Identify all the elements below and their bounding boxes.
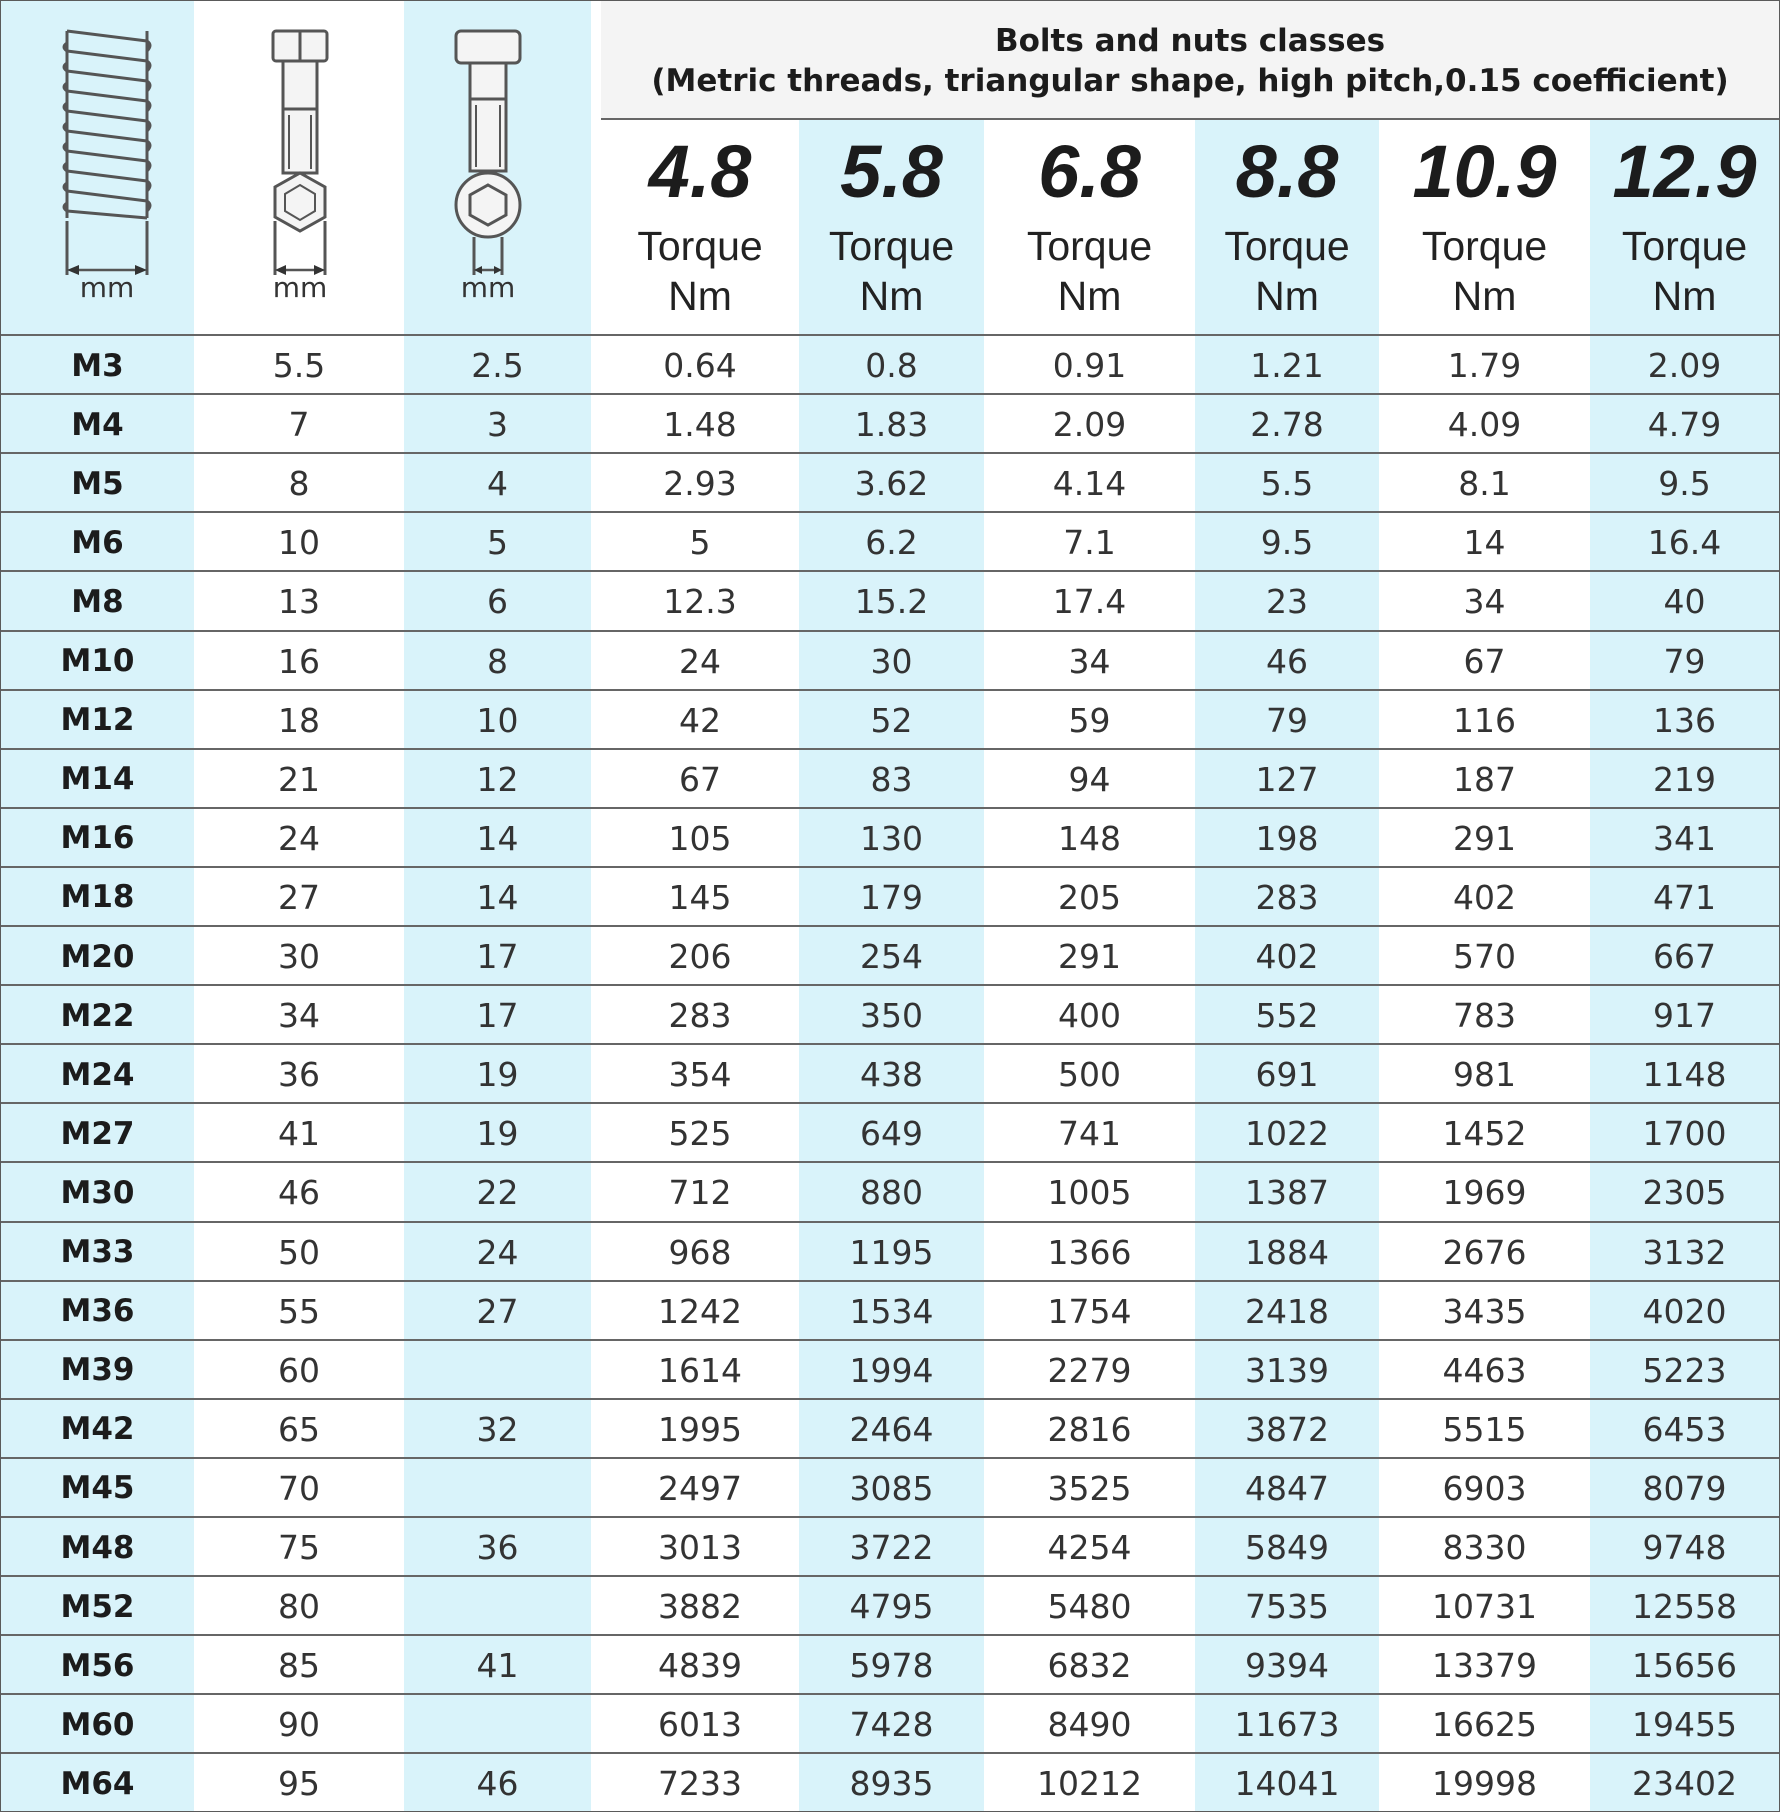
cell-torque-6-8: 291 [1058, 937, 1121, 977]
title-rule [601, 118, 1779, 120]
cell-hex-key: 55 [278, 1291, 320, 1331]
cell-size: M24 [60, 1056, 135, 1093]
cell-torque-5-8: 0.8 [865, 346, 918, 386]
cell-size: M16 [60, 820, 135, 857]
row-rule [1, 807, 1779, 809]
cell-torque-12-9: 79 [1663, 641, 1706, 681]
cell-torque-10-9: 402 [1453, 877, 1516, 917]
cell-torque-5-8: 7428 [849, 1705, 934, 1745]
unit-label-10-9: Nm [1452, 273, 1517, 319]
cell-hex-key: 10 [278, 523, 320, 563]
cell-torque-10-9: 67 [1463, 641, 1506, 681]
cell-size: M33 [60, 1234, 135, 1271]
cell-torque-8-8: 5849 [1245, 1528, 1329, 1568]
cell-socket-key: 27 [476, 1291, 519, 1331]
cell-torque-6-8: 2816 [1047, 1409, 1132, 1449]
cell-hex-key: 30 [278, 937, 320, 977]
cell-torque-4-8: 12.3 [663, 582, 737, 622]
cell-torque-8-8: 1387 [1245, 1173, 1329, 1213]
cell-torque-4-8: 145 [668, 877, 732, 917]
cell-torque-10-9: 19998 [1432, 1764, 1537, 1804]
cell-torque-4-8: 7233 [658, 1764, 742, 1804]
cell-socket-key: 41 [476, 1646, 519, 1686]
cell-torque-12-9: 917 [1653, 996, 1716, 1036]
cell-torque-12-9: 6453 [1642, 1409, 1727, 1449]
cell-torque-10-9: 291 [1453, 818, 1516, 858]
cell-torque-5-8: 438 [860, 1055, 923, 1095]
cell-size: M12 [60, 702, 135, 739]
cell-hex-key: 65 [278, 1409, 320, 1449]
cell-size: M5 [71, 465, 124, 502]
cell-torque-5-8: 880 [860, 1173, 923, 1213]
cell-size: M4 [71, 406, 124, 443]
cell-torque-10-9: 1452 [1442, 1114, 1527, 1154]
cell-hex-key: 21 [278, 759, 320, 799]
cell-socket-key: 19 [476, 1114, 519, 1154]
cell-torque-8-8: 4847 [1245, 1468, 1329, 1508]
cell-hex-key: 16 [278, 641, 320, 681]
row-rule [1, 1693, 1779, 1695]
cell-torque-4-8: 525 [668, 1114, 732, 1154]
cell-size: M42 [60, 1411, 135, 1448]
cell-torque-10-9: 8.1 [1458, 464, 1511, 504]
cell-socket-key [404, 1696, 591, 1753]
cell-socket-key: 4 [487, 464, 508, 504]
cell-torque-5-8: 179 [860, 877, 923, 917]
cell-socket-key: 24 [476, 1232, 519, 1272]
cell-torque-6-8: 2279 [1047, 1350, 1132, 1390]
cell-torque-10-9: 570 [1453, 937, 1516, 977]
cell-torque-6-8: 205 [1058, 877, 1121, 917]
row-rule [1, 1457, 1779, 1459]
hex-head-bolt-icon [265, 23, 335, 283]
cell-socket-key [404, 1460, 591, 1517]
cell-torque-8-8: 1884 [1245, 1232, 1329, 1272]
cell-socket-key: 14 [476, 877, 519, 917]
torque-label-8-8: Torque [1224, 223, 1350, 269]
cell-torque-4-8: 354 [668, 1055, 732, 1095]
grade-8-8: 8.8 [1235, 130, 1339, 213]
cell-torque-12-9: 40 [1663, 582, 1706, 622]
unit-label-6-8: Nm [1057, 273, 1122, 319]
cell-torque-12-9: 2305 [1642, 1173, 1727, 1213]
table-title: Bolts and nuts classes [994, 23, 1386, 59]
cell-hex-key: 8 [288, 464, 310, 504]
cell-torque-4-8: 206 [668, 937, 732, 977]
cell-torque-5-8: 3722 [849, 1528, 934, 1568]
row-rule [1, 1043, 1779, 1045]
cell-size: M3 [71, 347, 124, 384]
cell-torque-12-9: 3132 [1642, 1232, 1727, 1272]
cell-hex-key: 90 [278, 1705, 320, 1745]
cell-torque-8-8: 2418 [1245, 1291, 1329, 1331]
cell-torque-8-8: 2.78 [1250, 405, 1324, 445]
cell-hex-key: 36 [278, 1055, 320, 1095]
cell-size: M22 [60, 997, 135, 1034]
unit-label-8-8: Nm [1255, 273, 1319, 319]
cell-socket-key: 2.5 [471, 346, 524, 386]
cell-hex-key: 34 [278, 996, 320, 1036]
cell-torque-10-9: 16625 [1432, 1705, 1537, 1745]
cell-hex-key: 70 [278, 1468, 320, 1508]
cell-torque-5-8: 1534 [849, 1291, 934, 1331]
cell-torque-4-8: 1242 [658, 1291, 742, 1331]
cell-torque-6-8: 7.1 [1063, 523, 1116, 563]
cell-torque-4-8: 3013 [658, 1528, 742, 1568]
cell-torque-8-8: 198 [1255, 818, 1319, 858]
torque-label-5-8: Torque [828, 223, 955, 269]
row-rule [1, 1161, 1779, 1163]
cell-socket-key: 32 [476, 1409, 519, 1449]
cell-hex-key: 50 [278, 1232, 320, 1272]
cell-torque-8-8: 552 [1255, 996, 1319, 1036]
cell-torque-6-8: 0.91 [1052, 346, 1127, 386]
cell-torque-4-8: 712 [668, 1173, 732, 1213]
cell-torque-10-9: 13379 [1432, 1646, 1537, 1686]
cell-torque-10-9: 4463 [1442, 1350, 1527, 1390]
cell-socket-key: 5 [487, 523, 508, 563]
cell-torque-8-8: 14041 [1234, 1764, 1340, 1804]
cell-hex-key: 24 [278, 818, 320, 858]
row-rule [1, 1102, 1779, 1104]
cell-torque-4-8: 1.48 [663, 405, 737, 445]
cell-hex-key: 80 [278, 1587, 320, 1627]
cell-torque-8-8: 79 [1266, 700, 1308, 740]
cell-torque-6-8: 4254 [1047, 1528, 1132, 1568]
cell-torque-10-9: 116 [1453, 700, 1516, 740]
row-rule [1, 1634, 1779, 1636]
cell-socket-key: 12 [476, 759, 519, 799]
cell-torque-4-8: 6013 [658, 1705, 742, 1745]
cell-torque-10-9: 6903 [1442, 1468, 1527, 1508]
cell-torque-6-8: 6832 [1047, 1646, 1132, 1686]
row-rule [1, 1398, 1779, 1400]
cell-socket-key: 10 [476, 700, 519, 740]
cell-torque-8-8: 7535 [1245, 1587, 1329, 1627]
cell-torque-5-8: 3.62 [854, 464, 929, 504]
cell-socket-key: 17 [476, 937, 519, 977]
cell-hex-key: 85 [278, 1646, 320, 1686]
cell-size: M48 [60, 1529, 135, 1566]
hex-mm-label: mm [272, 271, 328, 304]
cell-size: M6 [71, 524, 124, 561]
cell-torque-4-8: 2497 [658, 1468, 742, 1508]
cell-torque-6-8: 741 [1058, 1114, 1121, 1154]
cell-torque-8-8: 11673 [1234, 1705, 1340, 1745]
cell-torque-12-9: 5223 [1642, 1350, 1727, 1390]
header-rule [1, 334, 1779, 336]
row-rule [1, 866, 1779, 868]
cell-hex-key: 75 [278, 1528, 320, 1568]
cell-torque-5-8: 2464 [849, 1409, 934, 1449]
cell-hex-key: 18 [278, 700, 320, 740]
cell-torque-5-8: 30 [870, 641, 913, 681]
cell-torque-12-9: 23402 [1632, 1764, 1737, 1804]
cell-torque-5-8: 6.2 [865, 523, 918, 563]
socket-head-bolt-icon [450, 23, 526, 283]
cell-torque-6-8: 400 [1058, 996, 1121, 1036]
cell-torque-6-8: 500 [1058, 1055, 1121, 1095]
cell-torque-5-8: 3085 [849, 1468, 934, 1508]
cell-size: M60 [60, 1706, 135, 1743]
cell-torque-10-9: 34 [1463, 582, 1506, 622]
unit-label-5-8: Nm [859, 273, 924, 319]
cell-torque-12-9: 1700 [1642, 1114, 1727, 1154]
thread-diameter-icon [57, 23, 157, 283]
cell-size: M39 [60, 1352, 135, 1389]
cell-torque-10-9: 2676 [1442, 1232, 1527, 1272]
cell-torque-6-8: 1005 [1047, 1173, 1132, 1213]
cell-socket-key: 6 [487, 582, 508, 622]
cell-socket-key: 14 [476, 818, 519, 858]
cell-torque-5-8: 254 [860, 937, 923, 977]
cell-torque-5-8: 4795 [849, 1587, 934, 1627]
cell-torque-10-9: 10731 [1432, 1587, 1537, 1627]
cell-torque-5-8: 130 [860, 818, 923, 858]
cell-torque-5-8: 15.2 [854, 582, 929, 622]
cell-torque-12-9: 9.5 [1658, 464, 1711, 504]
torque-label-12-9: Torque [1621, 223, 1748, 269]
cell-torque-5-8: 1994 [849, 1350, 934, 1390]
row-rule [1, 452, 1779, 454]
cell-hex-key: 60 [278, 1350, 320, 1390]
cell-hex-key: 5.5 [272, 346, 326, 386]
cell-torque-6-8: 59 [1068, 700, 1111, 740]
cell-torque-8-8: 127 [1255, 759, 1319, 799]
cell-torque-10-9: 14 [1463, 523, 1506, 563]
cell-torque-10-9: 1969 [1442, 1173, 1527, 1213]
row-rule [1, 511, 1779, 513]
cell-torque-8-8: 3139 [1245, 1350, 1329, 1390]
cell-torque-6-8: 3525 [1047, 1468, 1132, 1508]
cell-torque-8-8: 3872 [1245, 1409, 1329, 1449]
title-band [601, 1, 1779, 119]
cell-torque-5-8: 1.83 [854, 405, 929, 445]
cell-torque-8-8: 402 [1255, 937, 1319, 977]
unit-label-12-9: Nm [1652, 273, 1717, 319]
cell-torque-6-8: 34 [1068, 641, 1111, 681]
cell-torque-5-8: 52 [870, 700, 913, 740]
cell-torque-12-9: 219 [1653, 759, 1716, 799]
cell-torque-4-8: 2.93 [663, 464, 737, 504]
torque-label-10-9: Torque [1421, 223, 1548, 269]
grade-10-9: 10.9 [1412, 130, 1557, 213]
cell-torque-6-8: 10212 [1037, 1764, 1142, 1804]
grade-12-9: 12.9 [1612, 130, 1757, 213]
cell-torque-12-9: 15656 [1632, 1646, 1737, 1686]
cell-hex-key: 41 [278, 1114, 320, 1154]
cell-size: M8 [71, 583, 124, 620]
cell-torque-8-8: 5.5 [1260, 464, 1314, 504]
cell-torque-6-8: 148 [1058, 818, 1121, 858]
cell-torque-12-9: 1148 [1642, 1055, 1727, 1095]
torque-label-6-8: Torque [1026, 223, 1153, 269]
row-rule [1, 1516, 1779, 1518]
cell-torque-12-9: 4020 [1642, 1291, 1727, 1331]
cell-torque-4-8: 5 [689, 523, 711, 563]
cell-hex-key: 46 [278, 1173, 320, 1213]
cell-torque-4-8: 3882 [658, 1587, 742, 1627]
cell-socket-key: 36 [476, 1528, 519, 1568]
cell-torque-8-8: 46 [1266, 641, 1308, 681]
cell-torque-12-9: 341 [1653, 818, 1716, 858]
cell-torque-12-9: 4.79 [1647, 405, 1722, 445]
row-rule [1, 1339, 1779, 1341]
cell-socket-key [404, 1578, 591, 1635]
row-rule [1, 570, 1779, 572]
cell-torque-6-8: 8490 [1047, 1705, 1132, 1745]
cell-torque-12-9: 667 [1653, 937, 1716, 977]
cell-torque-4-8: 105 [668, 818, 732, 858]
grade-5-8: 5.8 [840, 130, 943, 213]
cell-socket-key: 46 [476, 1764, 519, 1804]
cell-torque-12-9: 19455 [1632, 1705, 1737, 1745]
cell-torque-6-8: 1366 [1047, 1232, 1132, 1272]
cell-size: M27 [60, 1115, 135, 1152]
cell-torque-8-8: 1.21 [1250, 346, 1324, 386]
cell-torque-4-8: 4839 [658, 1646, 742, 1686]
cell-socket-key: 17 [476, 996, 519, 1036]
cell-torque-8-8: 691 [1255, 1055, 1319, 1095]
row-rule [1, 1575, 1779, 1577]
cell-size: M30 [60, 1174, 135, 1211]
cell-torque-10-9: 187 [1453, 759, 1516, 799]
cell-torque-4-8: 968 [668, 1232, 732, 1272]
cell-torque-10-9: 4.09 [1447, 405, 1522, 445]
cell-torque-12-9: 8079 [1642, 1468, 1727, 1508]
cell-torque-5-8: 8935 [849, 1764, 934, 1804]
cell-size: M18 [60, 879, 135, 916]
cell-torque-12-9: 12558 [1632, 1587, 1737, 1627]
cell-socket-key: 19 [476, 1055, 519, 1095]
cell-size: M64 [60, 1765, 135, 1802]
cell-size: M20 [60, 938, 135, 975]
row-rule [1, 925, 1779, 927]
cell-torque-12-9: 471 [1653, 877, 1716, 917]
cell-torque-8-8: 9.5 [1260, 523, 1314, 563]
cell-torque-5-8: 83 [870, 759, 913, 799]
cell-torque-4-8: 42 [679, 700, 721, 740]
cell-torque-10-9: 8330 [1442, 1528, 1527, 1568]
cell-torque-10-9: 783 [1453, 996, 1516, 1036]
row-rule [1, 748, 1779, 750]
torque-label-4-8: Torque [637, 223, 763, 269]
cell-torque-4-8: 67 [679, 759, 721, 799]
cell-torque-10-9: 981 [1453, 1055, 1516, 1095]
cell-size: M10 [60, 643, 135, 680]
cell-torque-5-8: 5978 [849, 1646, 934, 1686]
socket-mm-label: mm [460, 271, 516, 304]
cell-torque-6-8: 94 [1068, 759, 1111, 799]
cell-socket-key: 22 [476, 1173, 519, 1213]
cell-torque-4-8: 283 [668, 996, 732, 1036]
grade-6-8: 6.8 [1038, 130, 1141, 213]
cell-torque-4-8: 1614 [658, 1350, 742, 1390]
cell-torque-5-8: 1195 [849, 1232, 934, 1272]
cell-torque-8-8: 283 [1255, 877, 1319, 917]
cell-socket-key [404, 1342, 591, 1399]
row-rule [1, 1752, 1779, 1754]
cell-torque-10-9: 3435 [1442, 1291, 1527, 1331]
cell-size: M36 [60, 1293, 135, 1330]
cell-torque-12-9: 9748 [1642, 1528, 1727, 1568]
cell-torque-8-8: 1022 [1245, 1114, 1329, 1154]
cell-torque-6-8: 1754 [1047, 1291, 1132, 1331]
cell-torque-4-8: 1995 [658, 1409, 742, 1449]
cell-torque-10-9: 5515 [1442, 1409, 1527, 1449]
unit-label-4-8: Nm [668, 273, 732, 319]
cell-torque-6-8: 17.4 [1052, 582, 1127, 622]
cell-size: M56 [60, 1647, 135, 1684]
cell-hex-key: 13 [278, 582, 320, 622]
cell-torque-4-8: 24 [679, 641, 721, 681]
row-rule [1, 984, 1779, 986]
cell-hex-key: 27 [278, 877, 320, 917]
cell-torque-12-9: 2.09 [1647, 346, 1722, 386]
cell-torque-5-8: 649 [860, 1114, 923, 1154]
cell-hex-key: 95 [278, 1764, 320, 1804]
cell-torque-6-8: 5480 [1047, 1587, 1132, 1627]
cell-torque-8-8: 23 [1266, 582, 1308, 622]
cell-torque-5-8: 350 [860, 996, 923, 1036]
cell-torque-6-8: 4.14 [1052, 464, 1127, 504]
cell-socket-key: 8 [487, 641, 508, 681]
cell-size: M45 [60, 1470, 135, 1507]
cell-torque-12-9: 136 [1653, 700, 1716, 740]
cell-size: M52 [60, 1588, 135, 1625]
cell-torque-12-9: 16.4 [1647, 523, 1722, 563]
cell-socket-key: 3 [487, 405, 508, 445]
cell-hex-key: 7 [288, 405, 310, 445]
cell-torque-6-8: 2.09 [1052, 405, 1127, 445]
thread-mm-label: mm [79, 271, 135, 304]
cell-torque-10-9: 1.79 [1447, 346, 1522, 386]
cell-torque-8-8: 9394 [1245, 1646, 1329, 1686]
grade-4-8: 4.8 [648, 130, 752, 213]
table-subtitle: (Metric threads, triangular shape, high pitch,0.15 coefficient) [651, 63, 1729, 99]
row-rule [1, 393, 1779, 395]
cell-size: M14 [60, 761, 135, 798]
cell-torque-4-8: 0.64 [663, 346, 737, 386]
